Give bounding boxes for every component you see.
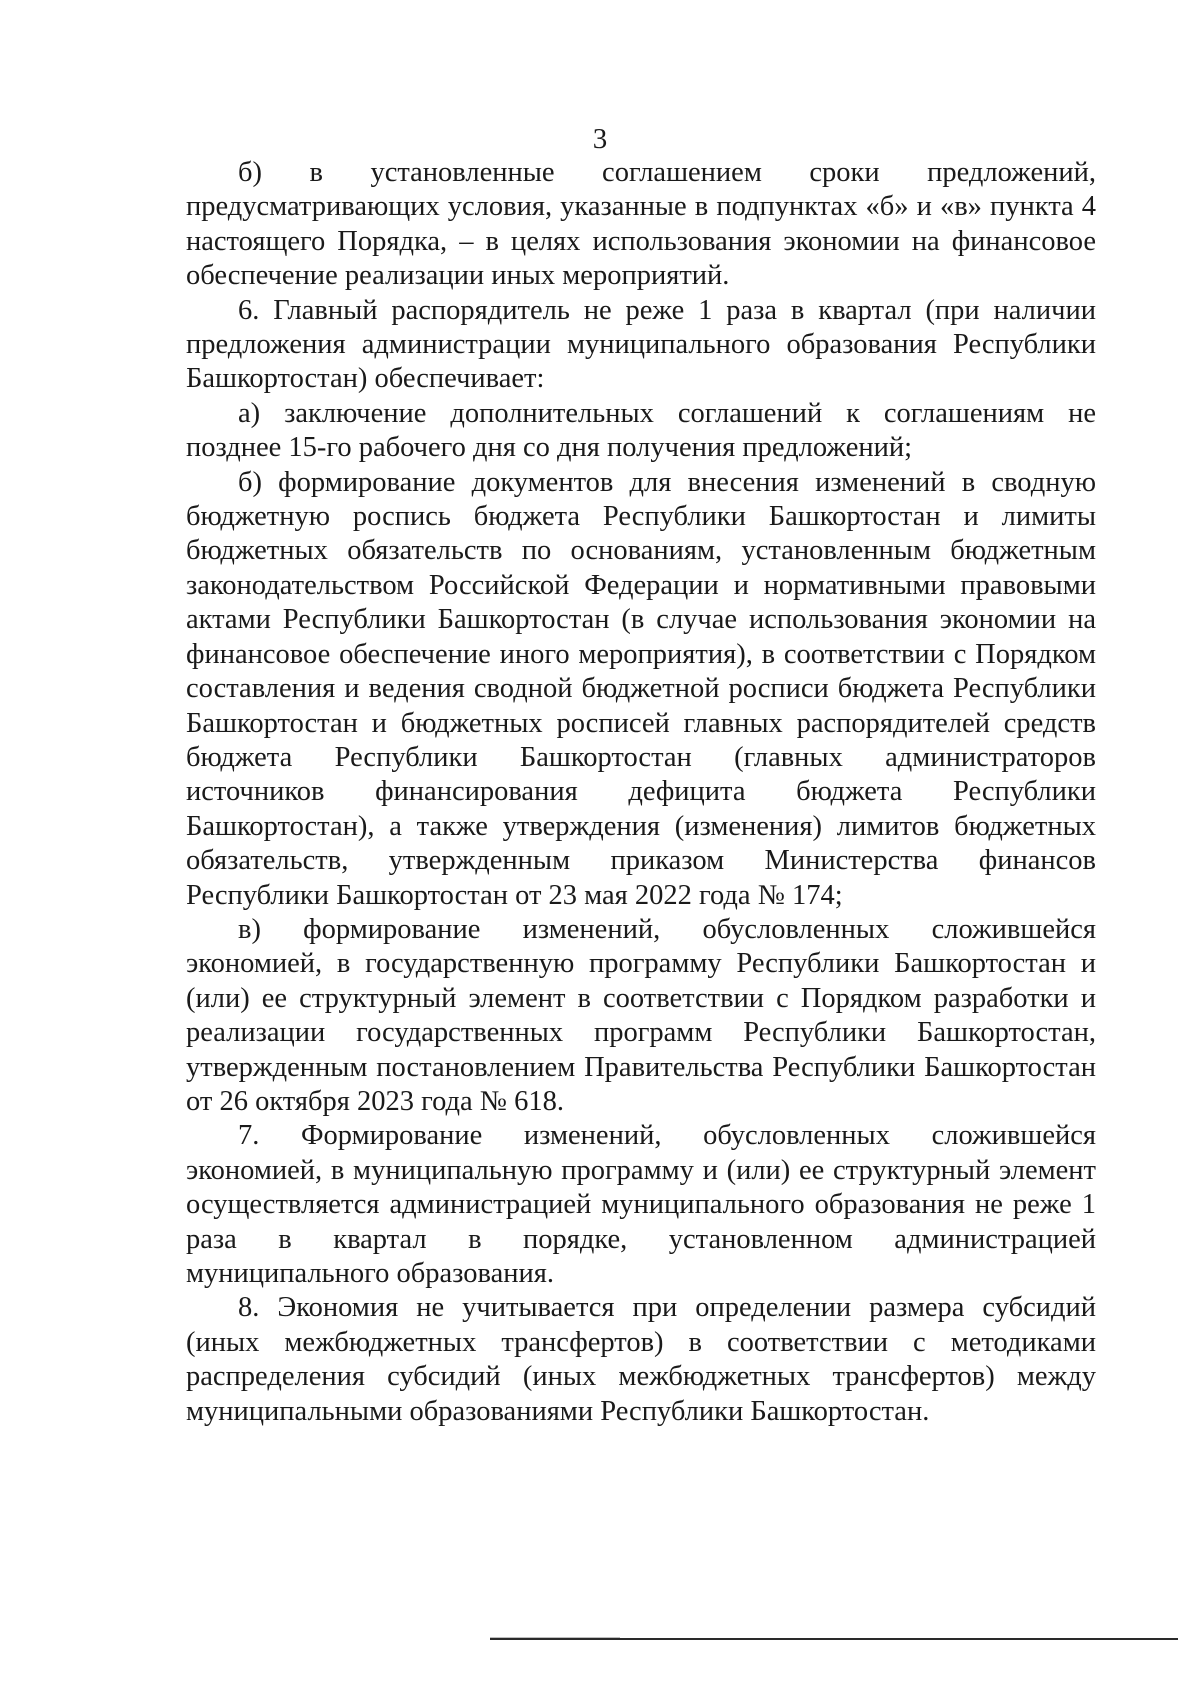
paragraph-8: 8. Экономия не учитывается при определении размера субсидий (иных межбюджетных трансфертов) в соответствии с методиками распределения субсидий (иных межбюджетных трансфертов) между муниципальными образованиями Республики Башкортостан.	[186, 1292, 1096, 1427]
paragraph-6a: а) заключение дополнительных соглашений к соглашениям не позднее 15-го рабочего дня со дня получения предложений;	[186, 397, 1096, 464]
scan-edge-line	[490, 1638, 1178, 1640]
paragraph-5b: б) в установленные соглашением сроки предложений, предусматривающих условия, указанные в подпунктах «б» и «в» пункта 4 настоящего Порядка, – в целях использования экономии на финансовое обеспечение реализации иных мероприятий.	[186, 157, 1096, 292]
paragraph-6b: б) формирование документов для внесения изменений в сводную бюджетную роспись бюджета Республики Башкортостан и лимиты бюджетных обязательств по основаниям, установленным бюджетным законодательством Российской Федерации и нормативными правовыми актами Республики Башкортостан (в случае использования экономии на финансовое обеспечение иного мероприятия), в соответствии с Порядком составления и ведения сводной бюджетной росписи бюджета Республики Башкортостан и бюджетных росписей главных распорядителей средств бюджета Республики Башкортостан (главных администраторов источников финансирования дефицита бюджета Республики Башкортостан), а также утверждения (изменения) лимитов бюджетных обязательств, утвержденным приказом Министерства финансов Республики Башкортостан от 23 мая 2022 года № 174;	[186, 466, 1096, 911]
paragraph-6: 6. Главный распорядитель не реже 1 раза в квартал (при наличии предложения администрации муниципального образования Республики Башкортостан) обеспечивает:	[186, 294, 1096, 395]
document-body	[186, 156, 1096, 1429]
page-number: 3	[592, 123, 608, 155]
paragraph-6v: в) формирование изменений, обусловленных сложившейся экономией, в государственную программу Республики Башкортостан и (или) ее структурный элемент в соответствии с Порядком разработки и реализации государственных программ Республики Башкортостан, утвержденным постановлением Правительства Республики Башкортостан от 26 октября 2023 года № 618.	[186, 913, 1096, 1117]
paragraph-7: 7. Формирование изменений, обусловленных сложившейся экономией, в муниципальную программу и (или) ее структурный элемент осуществляется администрацией муниципального образования не реже 1 раза в квартал в порядке, установленном администрацией муниципального образования.	[186, 1120, 1096, 1289]
